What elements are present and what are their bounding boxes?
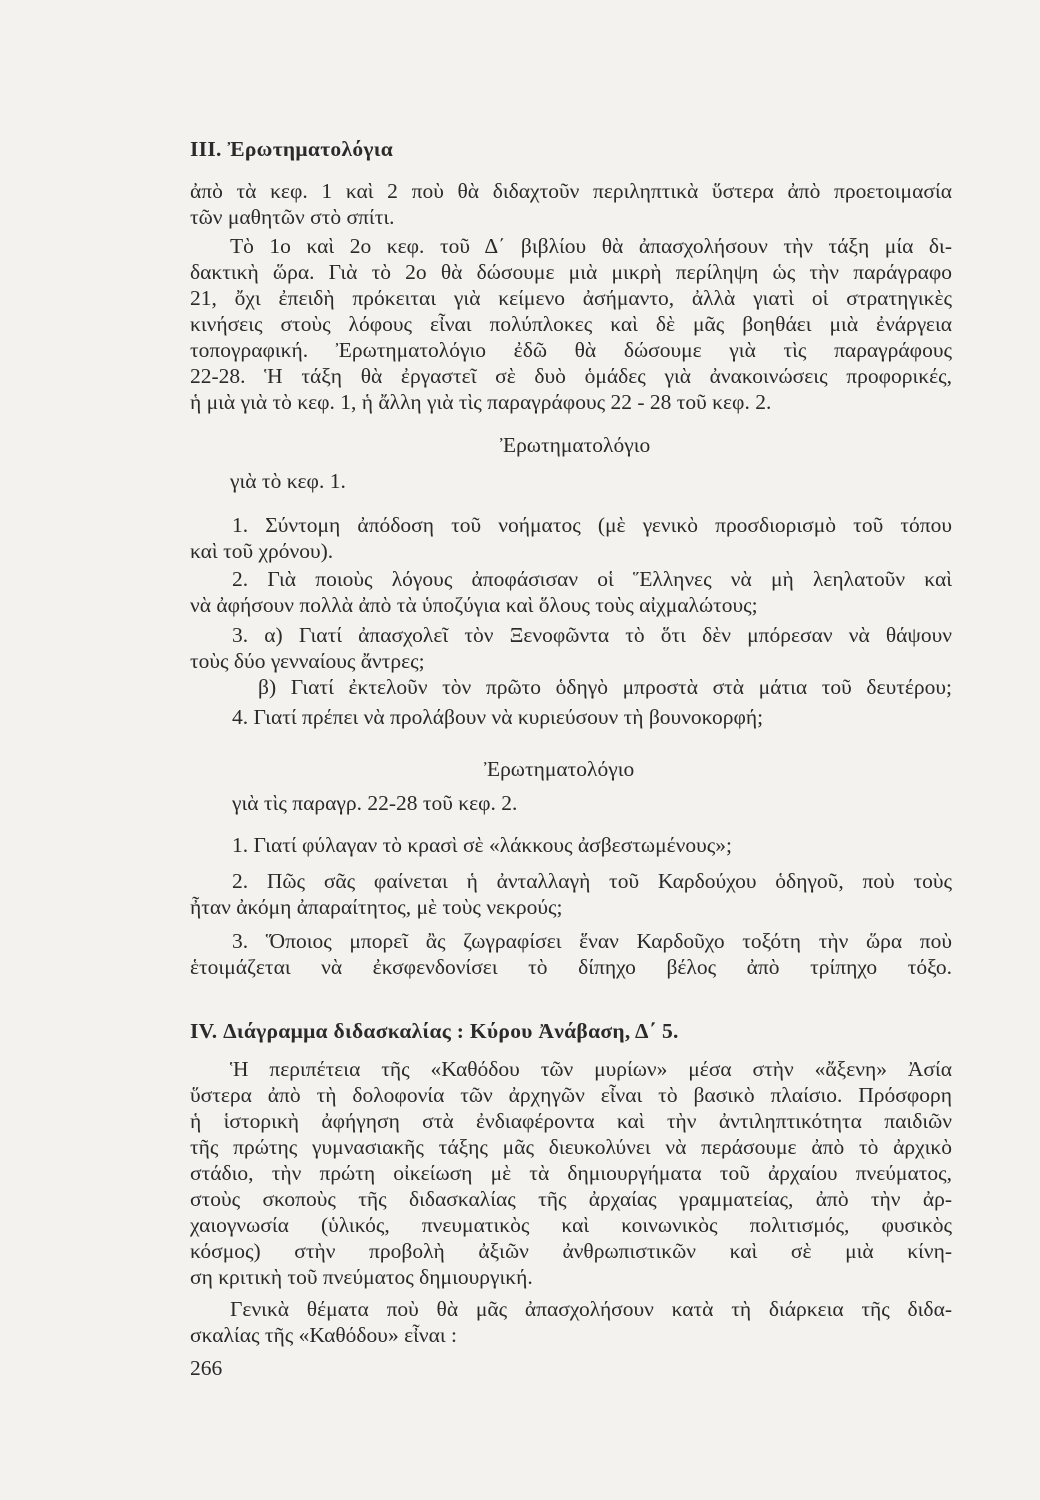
q2-3-line-2: ἑτοιμάζεται νὰ ἐκσφενδονίσει τὸ δίπηχο βέλος ἀπὸ τρίπηχο τόξο.: [190, 955, 952, 979]
para-line-4: κινήσεις στοὺς λόφους εἶναι πολύπλοκες καὶ δὲ μᾶς βοηθάει μιὰ ἐνάργεια: [190, 312, 952, 336]
q1-1-line-2: καὶ τοῦ χρόνου).: [190, 539, 334, 563]
s4-para1-line-1: Ἡ περιπέτεια τῆς «Καθόδου τῶν μυρίων» μέσα στὴν «ἄξενη» Ἀσία: [230, 1057, 952, 1081]
s4-para1-line-4: τῆς πρώτης γυμνασιακῆς τάξης μᾶς διευκολύνει νὰ περάσουμε ἀπὸ τὸ ἀρχικὸ: [190, 1135, 952, 1159]
para-line-7: ἡ μιὰ γιὰ τὸ κεφ. 1, ἡ ἄλλη γιὰ τὶς παραγράφους 22 - 28 τοῦ κεφ. 2.: [190, 390, 772, 414]
s4-para1-line-5: στάδιο, τὴν πρώτη οἰκείωση μὲ τὰ δημιουργήματα τοῦ ἀρχαίου πνεύματος,: [190, 1161, 952, 1185]
questionnaire-1-subtitle: γιὰ τὸ κεφ. 1.: [230, 469, 346, 493]
para-line-2: δακτικὴ ὥρα. Γιὰ τὸ 2ο θὰ δώσουμε μιὰ μικρὴ περίληψη ὡς τὴν παράγραφο: [190, 260, 952, 284]
q1-2-line-2: νὰ ἀφήσουν πολλὰ ἀπὸ τὰ ὑποζύγια καὶ ὅλους τοὺς αἰχμαλώτους;: [190, 593, 758, 617]
s4-para2-line-2: σκαλίας τῆς «Καθόδου» εἶναι :: [190, 1323, 458, 1347]
q1-4: 4. Γιατί πρέπει νὰ προλάβουν νὰ κυριεύσουν τὴ βουνοκορφή;: [232, 705, 764, 729]
q2-2-line-1: 2. Πῶς σᾶς φαίνεται ἡ ἀνταλλαγὴ τοῦ Καρδούχου ὁδηγοῦ, ποὺ τοὺς: [232, 869, 952, 893]
para-line-5: τοπογραφική. Ἐρωτηματολόγιο ἐδῶ θὰ δώσουμε γιὰ τὶς παραγράφους: [190, 338, 952, 362]
q2-3-line-1: 3. Ὅποιος μπορεῖ ἂς ζωγραφίσει ἕναν Καρδοῦχο τοξότη τὴν ὥρα ποὺ: [232, 929, 952, 953]
para-line-6: 22-28. Ἡ τάξη θὰ ἐργαστεῖ σὲ δυὸ ὁμάδες γιὰ ἀνακοινώσεις προφορικές,: [190, 364, 952, 388]
s4-para1-line-3: ἡ ἱστορικὴ ἀφήγηση στὰ ἐνδιαφέροντα καὶ τὴν ἀντιληπτικότητα παιδιῶν: [190, 1109, 952, 1133]
s4-para1-line-2: ὕστερα ἀπὸ τὴ δολοφονία τῶν ἀρχηγῶν εἶναι τὸ βασικὸ πλαίσιο. Πρόσφορη: [190, 1083, 952, 1107]
intro-line-1: ἀπὸ τὰ κεφ. 1 καὶ 2 ποὺ θὰ διδαχτοῦν περιληπτικὰ ὕστερα ἀπὸ προετοιμασία: [190, 179, 952, 203]
q2-2-line-2: ἦταν ἀκόμη ἀπαραίτητος, μὲ τοὺς νεκρούς;: [190, 895, 563, 919]
q1-1-line-1: 1. Σύντομη ἀπόδοση τοῦ νοήματος (μὲ γενικὸ προσδιορισμὸ τοῦ τόπου: [232, 513, 952, 537]
q1-3-line-2: τοὺς δύο γενναίους ἄντρες;: [190, 649, 425, 673]
questionnaire-1-title: Ἐρωτηματολόγιο: [500, 433, 651, 457]
q1-3-line-1: 3. α) Γιατί ἀπασχολεῖ τὸν Ξενοφῶντα τὸ ὅτι δὲν μπόρεσαν νὰ θάψουν: [232, 623, 952, 647]
section-3-heading: III. Ἐρωτηματολόγια: [190, 137, 394, 161]
s4-para1-line-7: χαιογνωσία (ὑλικός, πνευματικὸς καὶ κοινωνικὸς πολιτισμός, φυσικὸς: [190, 1213, 952, 1237]
para-line-1: Τὸ 1ο καὶ 2ο κεφ. τοῦ Δ΄ βιβλίου θὰ ἀπασχολήσουν τὴν τάξη μία δι-: [230, 234, 952, 258]
s4-para1-line-8: κόσμος) στὴν προβολὴ ἀξιῶν ἀνθρωπιστικῶν καὶ σὲ μιὰ κίνη-: [190, 1239, 952, 1263]
q1-2-line-1: 2. Γιὰ ποιοὺς λόγους ἀποφάσισαν οἱ Ἕλληνες νὰ μὴ λεηλατοῦν καὶ: [232, 567, 952, 591]
section-4-heading: IV. Διάγραμμα διδασκαλίας : Κύρου Ἀνάβαση, Δ΄ 5.: [190, 1019, 679, 1043]
questionnaire-2-title: Ἐρωτηματολόγιο: [484, 757, 635, 781]
q2-1: 1. Γιατί φύλαγαν τὸ κρασὶ σὲ «λάκκους ἀσβεστωμένους»;: [232, 833, 732, 857]
s4-para1-line-6: στοὺς σκοποὺς τῆς διδασκαλίας τῆς ἀρχαίας γραμματείας, ἀπὸ τὴν ἀρ-: [190, 1187, 952, 1211]
s4-para1-line-9: ση κριτικὴ τοῦ πνεύματος δημιουργική.: [190, 1265, 533, 1289]
questionnaire-2-subtitle: γιὰ τὶς παραγρ. 22-28 τοῦ κεφ. 2.: [232, 791, 518, 815]
para-line-3: 21, ὄχι ἐπειδὴ πρόκειται γιὰ κείμενο ἀσήμαντο, ἀλλὰ γιατὶ οἱ στρατηγικὲς: [190, 286, 952, 310]
intro-line-2: τῶν μαθητῶν στὸ σπίτι.: [190, 205, 395, 229]
q1-3-line-3: β) Γιατί ἐκτελοῦν τὸν πρῶτο ὁδηγὸ μπροστὰ στὰ μάτια τοῦ δευτέρου;: [258, 675, 952, 699]
s4-para2-line-1: Γενικὰ θέματα ποὺ θὰ μᾶς ἀπασχολήσουν κατὰ τὴ διάρκεια τῆς διδα-: [230, 1297, 952, 1321]
page-number: 266: [190, 1356, 223, 1380]
